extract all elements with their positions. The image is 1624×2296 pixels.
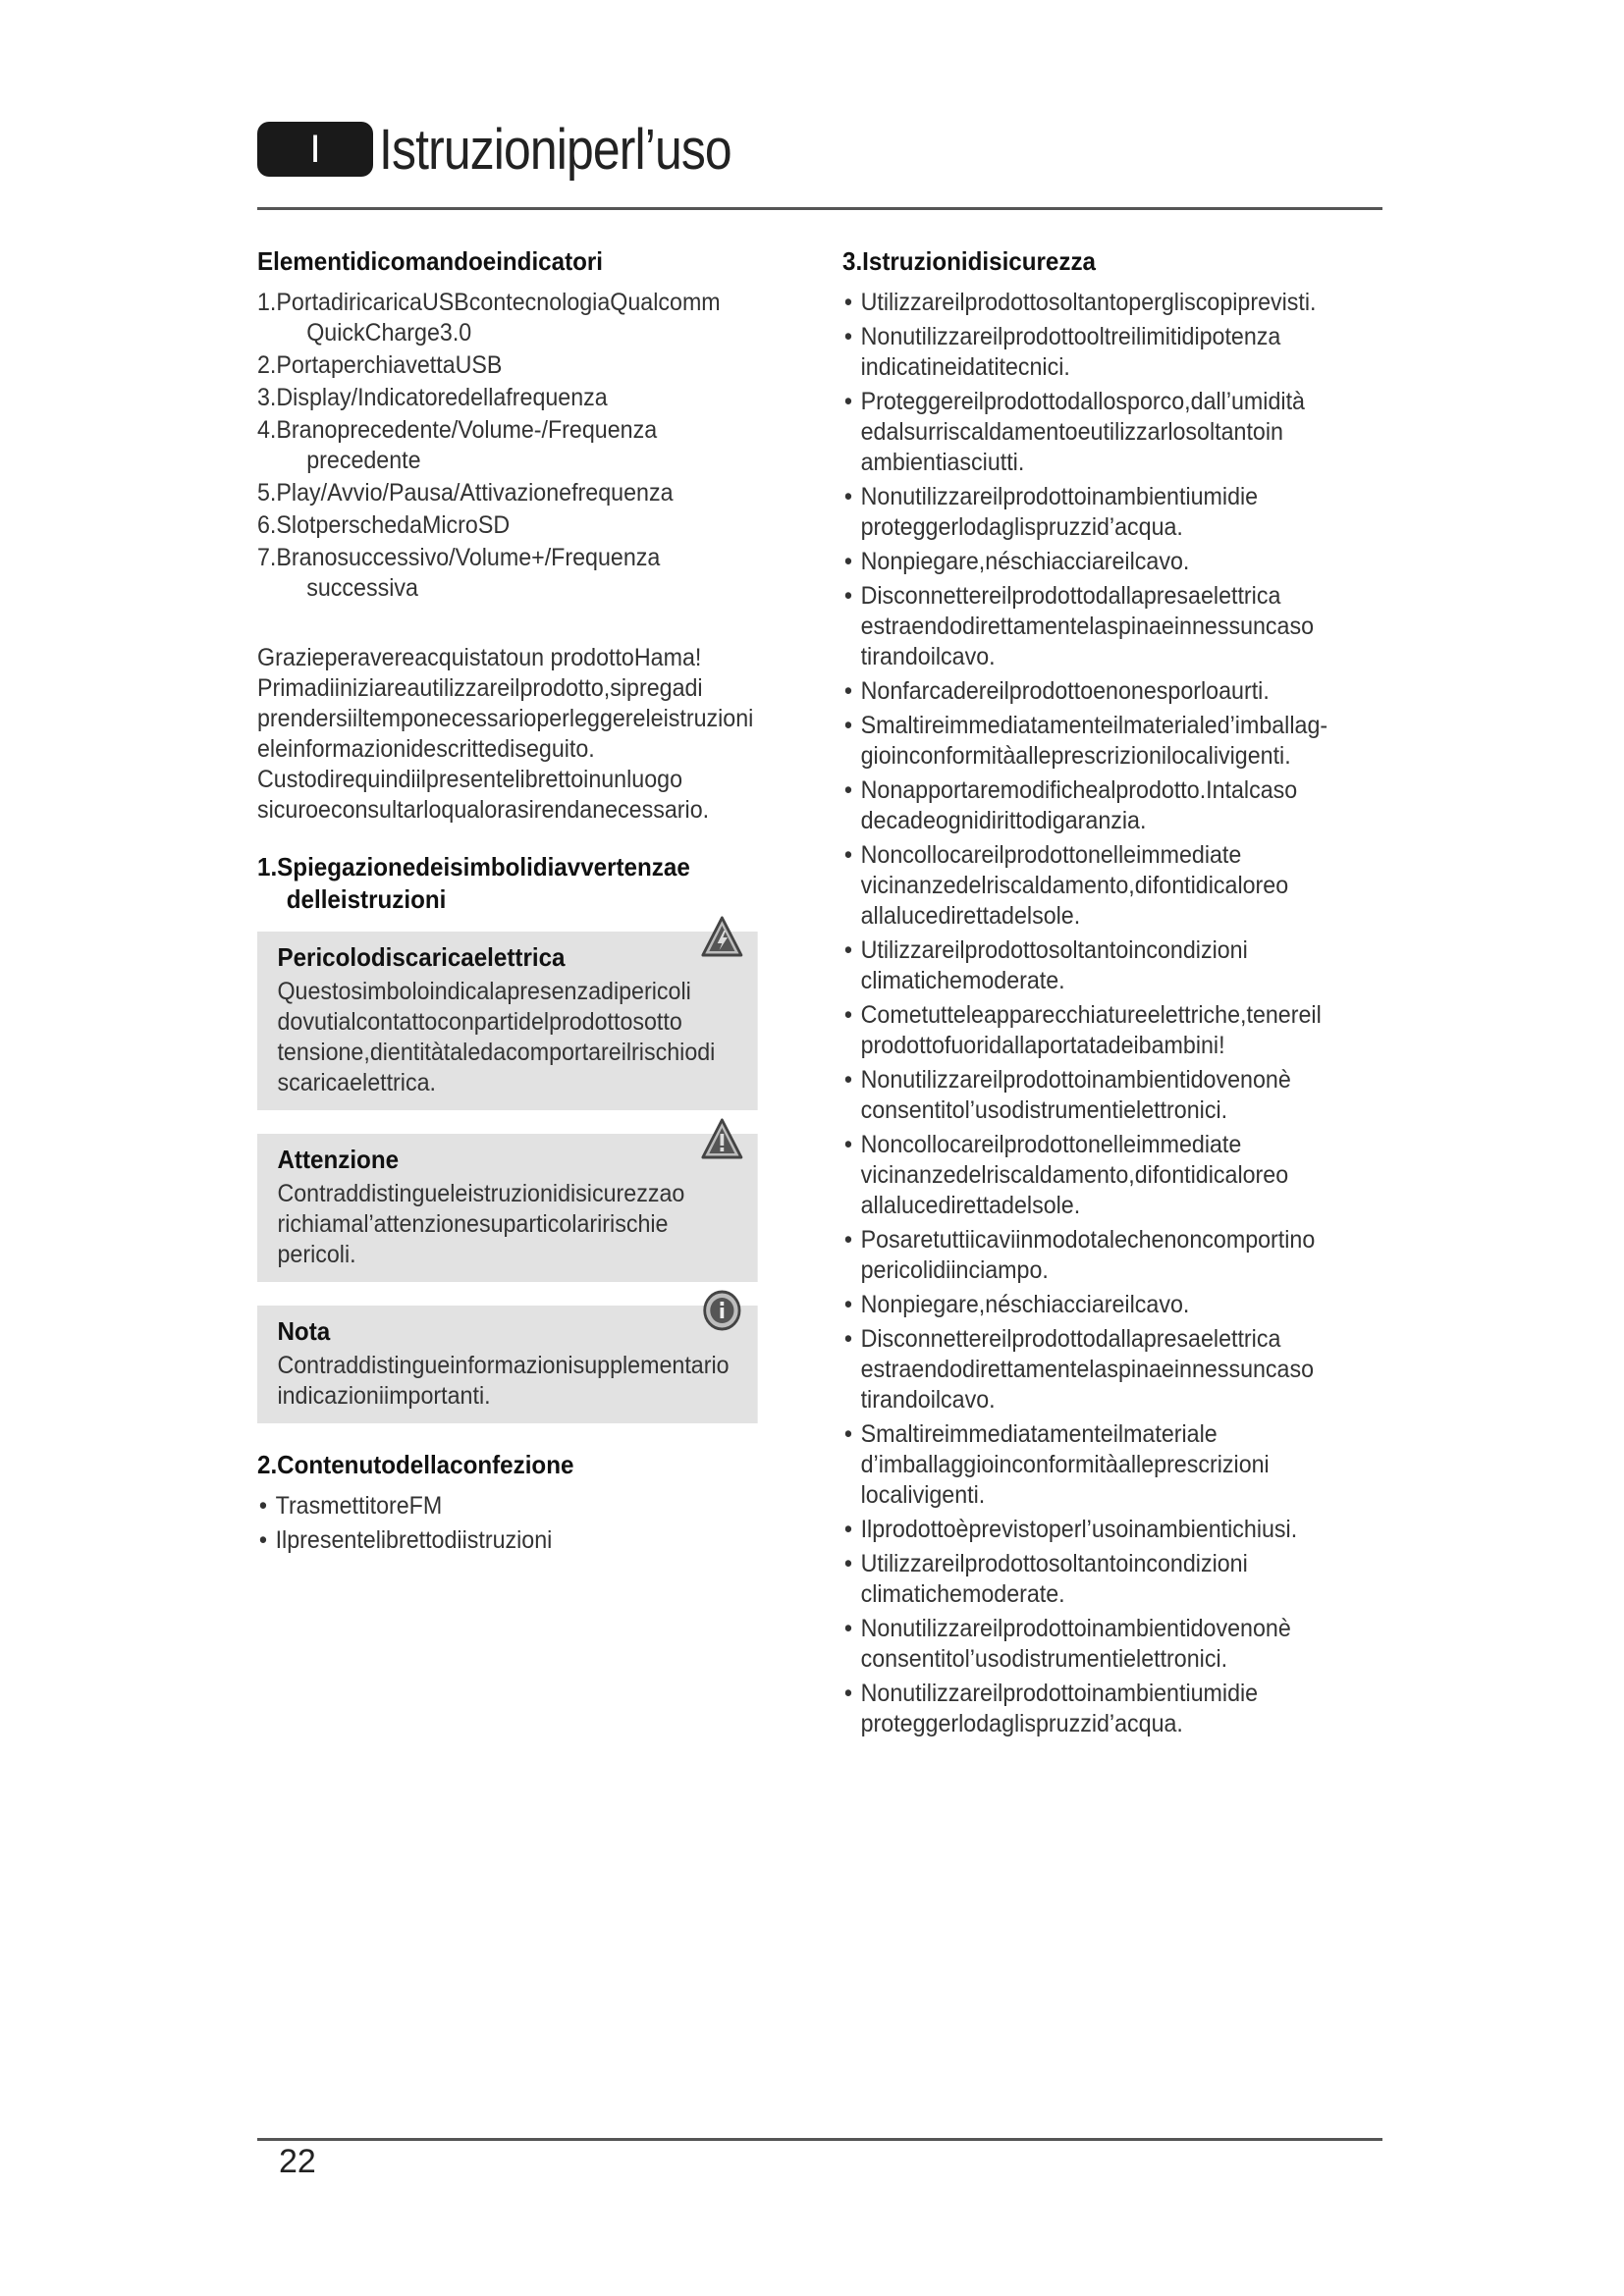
list-item: • Utilizzareilprodottosoltantoincondizioni climatichemoderate. [842, 935, 1354, 996]
list-item: • Nonutilizzareilprodottoinambientiumidie proteggerlodaglispruzzid’acqua. [842, 482, 1354, 543]
list-item: 6.SlotperschedaMicroSD [257, 511, 511, 539]
list-item: 1.PortadiricaricaUSBcontecnologiaQualcomm QuickCharge3.0 [257, 289, 721, 347]
section1-heading: 1.Spiegazionedeisimbolidiavvertenzae delleistruzioni [257, 852, 690, 914]
list-item: • Ilpresentelibrettodiistruzioni [257, 1525, 758, 1556]
notice-body: Questosimboloindicalapresenzadipericoli dovutialcontattoconpartidelprodottosotto tensione,dientitàtaledacomportareilrischiodi scaricaelettrica. [277, 978, 716, 1096]
list-item: • Nonutilizzareilprodottooltreilimitidipotenza indicatineidatitecnici. [842, 322, 1354, 383]
list-item: • Nonpiegare,néschiacciareilcavo. [842, 547, 1354, 577]
footer-rule [257, 2138, 1382, 2141]
list-item: 7.Branosuccessivo/Volume+/Frequenza successiva [257, 544, 661, 602]
notice-caution [257, 1134, 758, 1282]
section2-heading: 2.Contenutodellaconfezione [257, 1450, 574, 1479]
document-title: Istruzioniperl’uso [379, 117, 731, 182]
intro-paragraph: Grazieperavereacquistatoun prodottoHama! Primadiiniziareautilizzareilprodotto,sipregadi prendersiiltemponecessarioperleggereleistruzioni eleinformazionidescrittediseguito. Custodirequindiilpresentelibrettoinunluogo sicuroeconsultarloqualorasirendanecessario. [257, 644, 754, 824]
list-item: • TrasmettitoreFM [257, 1491, 758, 1522]
controls-list [257, 288, 758, 604]
list-item: • Ilprodottoèprevistoperl’usoinambientichiusi. [842, 1515, 1354, 1545]
page-header [257, 117, 788, 182]
list-item: 5.Play/Avvio/Pausa/Attivazionefrequenza [257, 479, 674, 507]
page-number: 22 [279, 2143, 316, 2180]
list-item: • Nonutilizzareilprodottoinambientidovenonè consentitol’usodistrumentielettronici. [842, 1065, 1354, 1126]
list-item: • Nonutilizzareilprodottoinambientiumidie proteggerlodaglispruzzid’acqua. [842, 1679, 1354, 1739]
controls-heading: Elementidicomandoeindicatori [257, 246, 604, 276]
info-icon [701, 1290, 743, 1331]
caution-warning-icon [701, 1118, 743, 1159]
language-tab: I [257, 122, 373, 177]
notice-title: Nota [277, 1316, 331, 1346]
list-item: 2.PortaperchiavettaUSB [257, 351, 503, 379]
list-item: • Utilizzareilprodottosoltantoincondizioni climatichemoderate. [842, 1549, 1354, 1610]
list-item: • Proteggereilprodottodallosporco,dall’umidità edalsurriscaldamentoeutilizzarlosoltantoin ambientiasciutti. [842, 387, 1354, 478]
left-column [257, 245, 758, 1579]
list-item: • Noncollocareilprodottonelleimmediate vicinanzedelriscaldamento,difontidicaloreo allalucedirettadelsole. [842, 840, 1354, 932]
list-item: 4.Branoprecedente/Volume-/Frequenza precedente [257, 416, 658, 474]
notice-title: Pericolodiscaricaelettrica [277, 942, 566, 972]
package-contents-list [257, 1491, 758, 1556]
list-item: • Nonutilizzareilprodottoinambientidovenonè consentitol’usodistrumentielettronici. [842, 1614, 1354, 1675]
list-item: • Posaretuttiicaviinmodotalechenoncomportino pericolidiinciampo. [842, 1225, 1354, 1286]
notice-info [257, 1306, 758, 1423]
list-item: • Disconnettereilprodottodallapresaelettrica estraendodirettamentelaspinaeinnessuncaso tirandoilcavo. [842, 581, 1354, 672]
list-item: • Nonfarcadereilprodottoenonesporloaurti. [842, 676, 1354, 707]
list-item: • Disconnettereilprodottodallapresaelettrica estraendodirettamentelaspinaeinnessuncaso tirandoilcavo. [842, 1324, 1354, 1415]
list-item: • Nonapportaremodifichealprodotto.Intalcaso decadeognidirittodigaranzia. [842, 775, 1354, 836]
list-item: • Smaltireimmediatamenteilmateriale d’imballaggioinconformitàalleprescrizioni localivigenti. [842, 1419, 1354, 1511]
list-item: 3.Display/Indicatoredellafrequenza [257, 384, 608, 411]
list-item: • Smaltireimmediatamenteilmaterialed’imballag- gioinconformitàalleprescrizionilocalivigenti. [842, 711, 1354, 772]
list-item: • Nonpiegare,néschiacciareilcavo. [842, 1290, 1354, 1320]
safety-list [842, 288, 1354, 1739]
list-item: • Noncollocareilprodottonelleimmediate vicinanzedelriscaldamento,difontidicaloreo allalucedirettadelsole. [842, 1130, 1354, 1221]
notice-title: Attenzione [277, 1145, 400, 1174]
section3-heading: 3.Istruzionidisicurezza [842, 246, 1096, 276]
notice-electric [257, 932, 758, 1110]
right-column [842, 245, 1354, 1763]
list-item: • Cometutteleapparecchiatureelettriche,tenereil prodottofuoridallaportatadeibambini! [842, 1000, 1354, 1061]
list-item: • Utilizzareilprodottosoltantopergliscopiprevisti. [842, 288, 1354, 318]
notice-body: Contraddistingueinformazionisupplementario indicazioniimportanti. [277, 1352, 730, 1410]
header-rule [257, 207, 1382, 210]
electric-warning-icon [701, 916, 743, 957]
notice-body: Contraddistingueleistruzionidisicurezzao richiamal’attenzionesuparticolaririschie pericoli. [277, 1180, 685, 1268]
